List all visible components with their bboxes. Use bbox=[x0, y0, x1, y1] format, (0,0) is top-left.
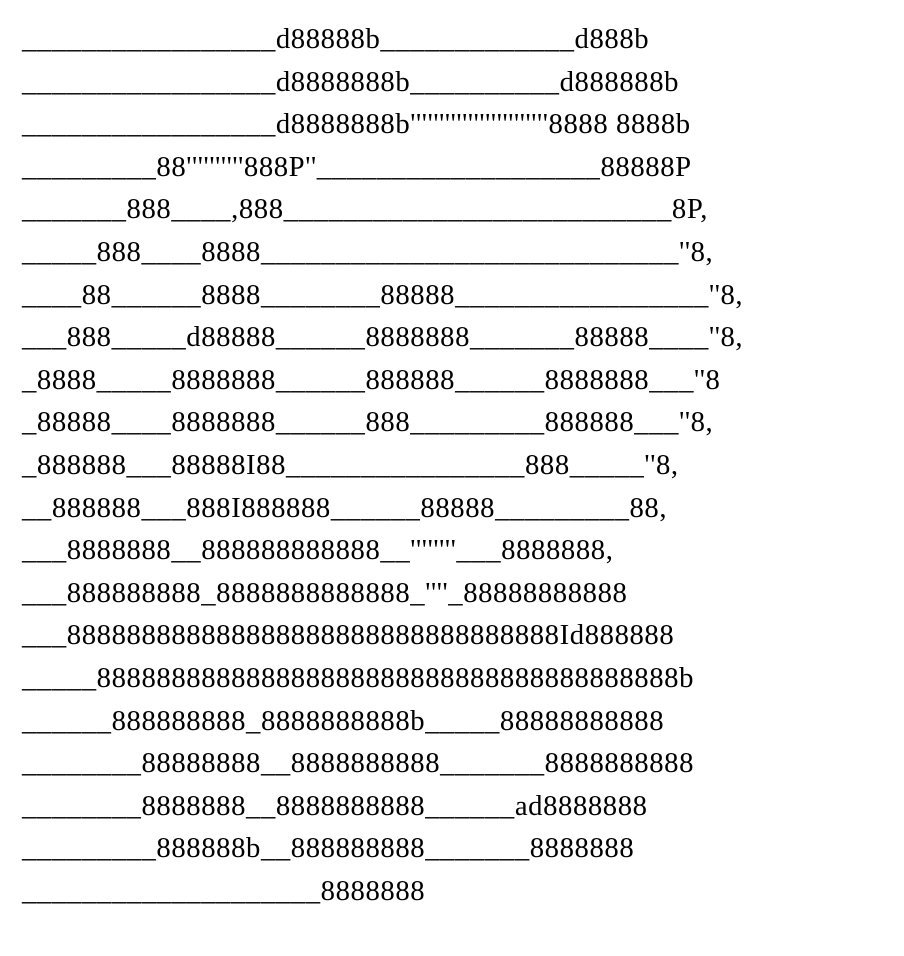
art-line-10: _88888____8888888______888_________888888___''8, bbox=[22, 406, 714, 439]
art-line-3: _________________d8888888b''''''''''''''''''''''''8888 8888b bbox=[22, 108, 691, 141]
art-line-4: _________88''''''''''888P''___________________88888P bbox=[22, 150, 692, 183]
art-line-14: ___888888888_8888888888888_''''_88888888888 bbox=[22, 576, 628, 609]
ascii-art bbox=[22, 18, 892, 938]
art-line-18: ________88888888__8888888888_______8888888888 bbox=[22, 747, 695, 780]
art-line-21: ____________________8888888 bbox=[22, 874, 426, 907]
art-line-6: _____888____8888____________________________''8, bbox=[22, 235, 714, 268]
art-line-8: ___888_____d88888______8888888_______88888____''8, bbox=[22, 321, 744, 354]
art-line-9: _8888_____8888888______888888______8888888___''8 bbox=[22, 363, 721, 396]
art-line-2: _________________d8888888b__________d888888b bbox=[22, 65, 680, 98]
art-line-5: _______888____,888__________________________8P, bbox=[22, 193, 708, 226]
art-line-11: _888888___88888I88________________888_____''8, bbox=[22, 448, 679, 481]
art-line-16: _____888888888888888888888888888888888888888b bbox=[22, 661, 695, 694]
art-line-20: _________888888b__888888888_______8888888 bbox=[22, 832, 635, 865]
art-line-1: _________________d88888b_____________d888b bbox=[22, 23, 650, 55]
art-line-12: __888888___888I888888______88888_________88, bbox=[22, 491, 668, 524]
art-line-17: ______888888888_8888888888b_____88888888888 bbox=[22, 704, 665, 737]
art-line-19: ________8888888__8888888888______ad8888888 bbox=[22, 789, 648, 822]
art-line-13: ___8888888__888888888888__''''''''___8888888, bbox=[22, 534, 614, 567]
art-line-15: ___888888888888888888888888888888888Id888888 bbox=[22, 619, 675, 652]
art-line-7: ____88______8888________88888_________________''8, bbox=[22, 278, 744, 311]
